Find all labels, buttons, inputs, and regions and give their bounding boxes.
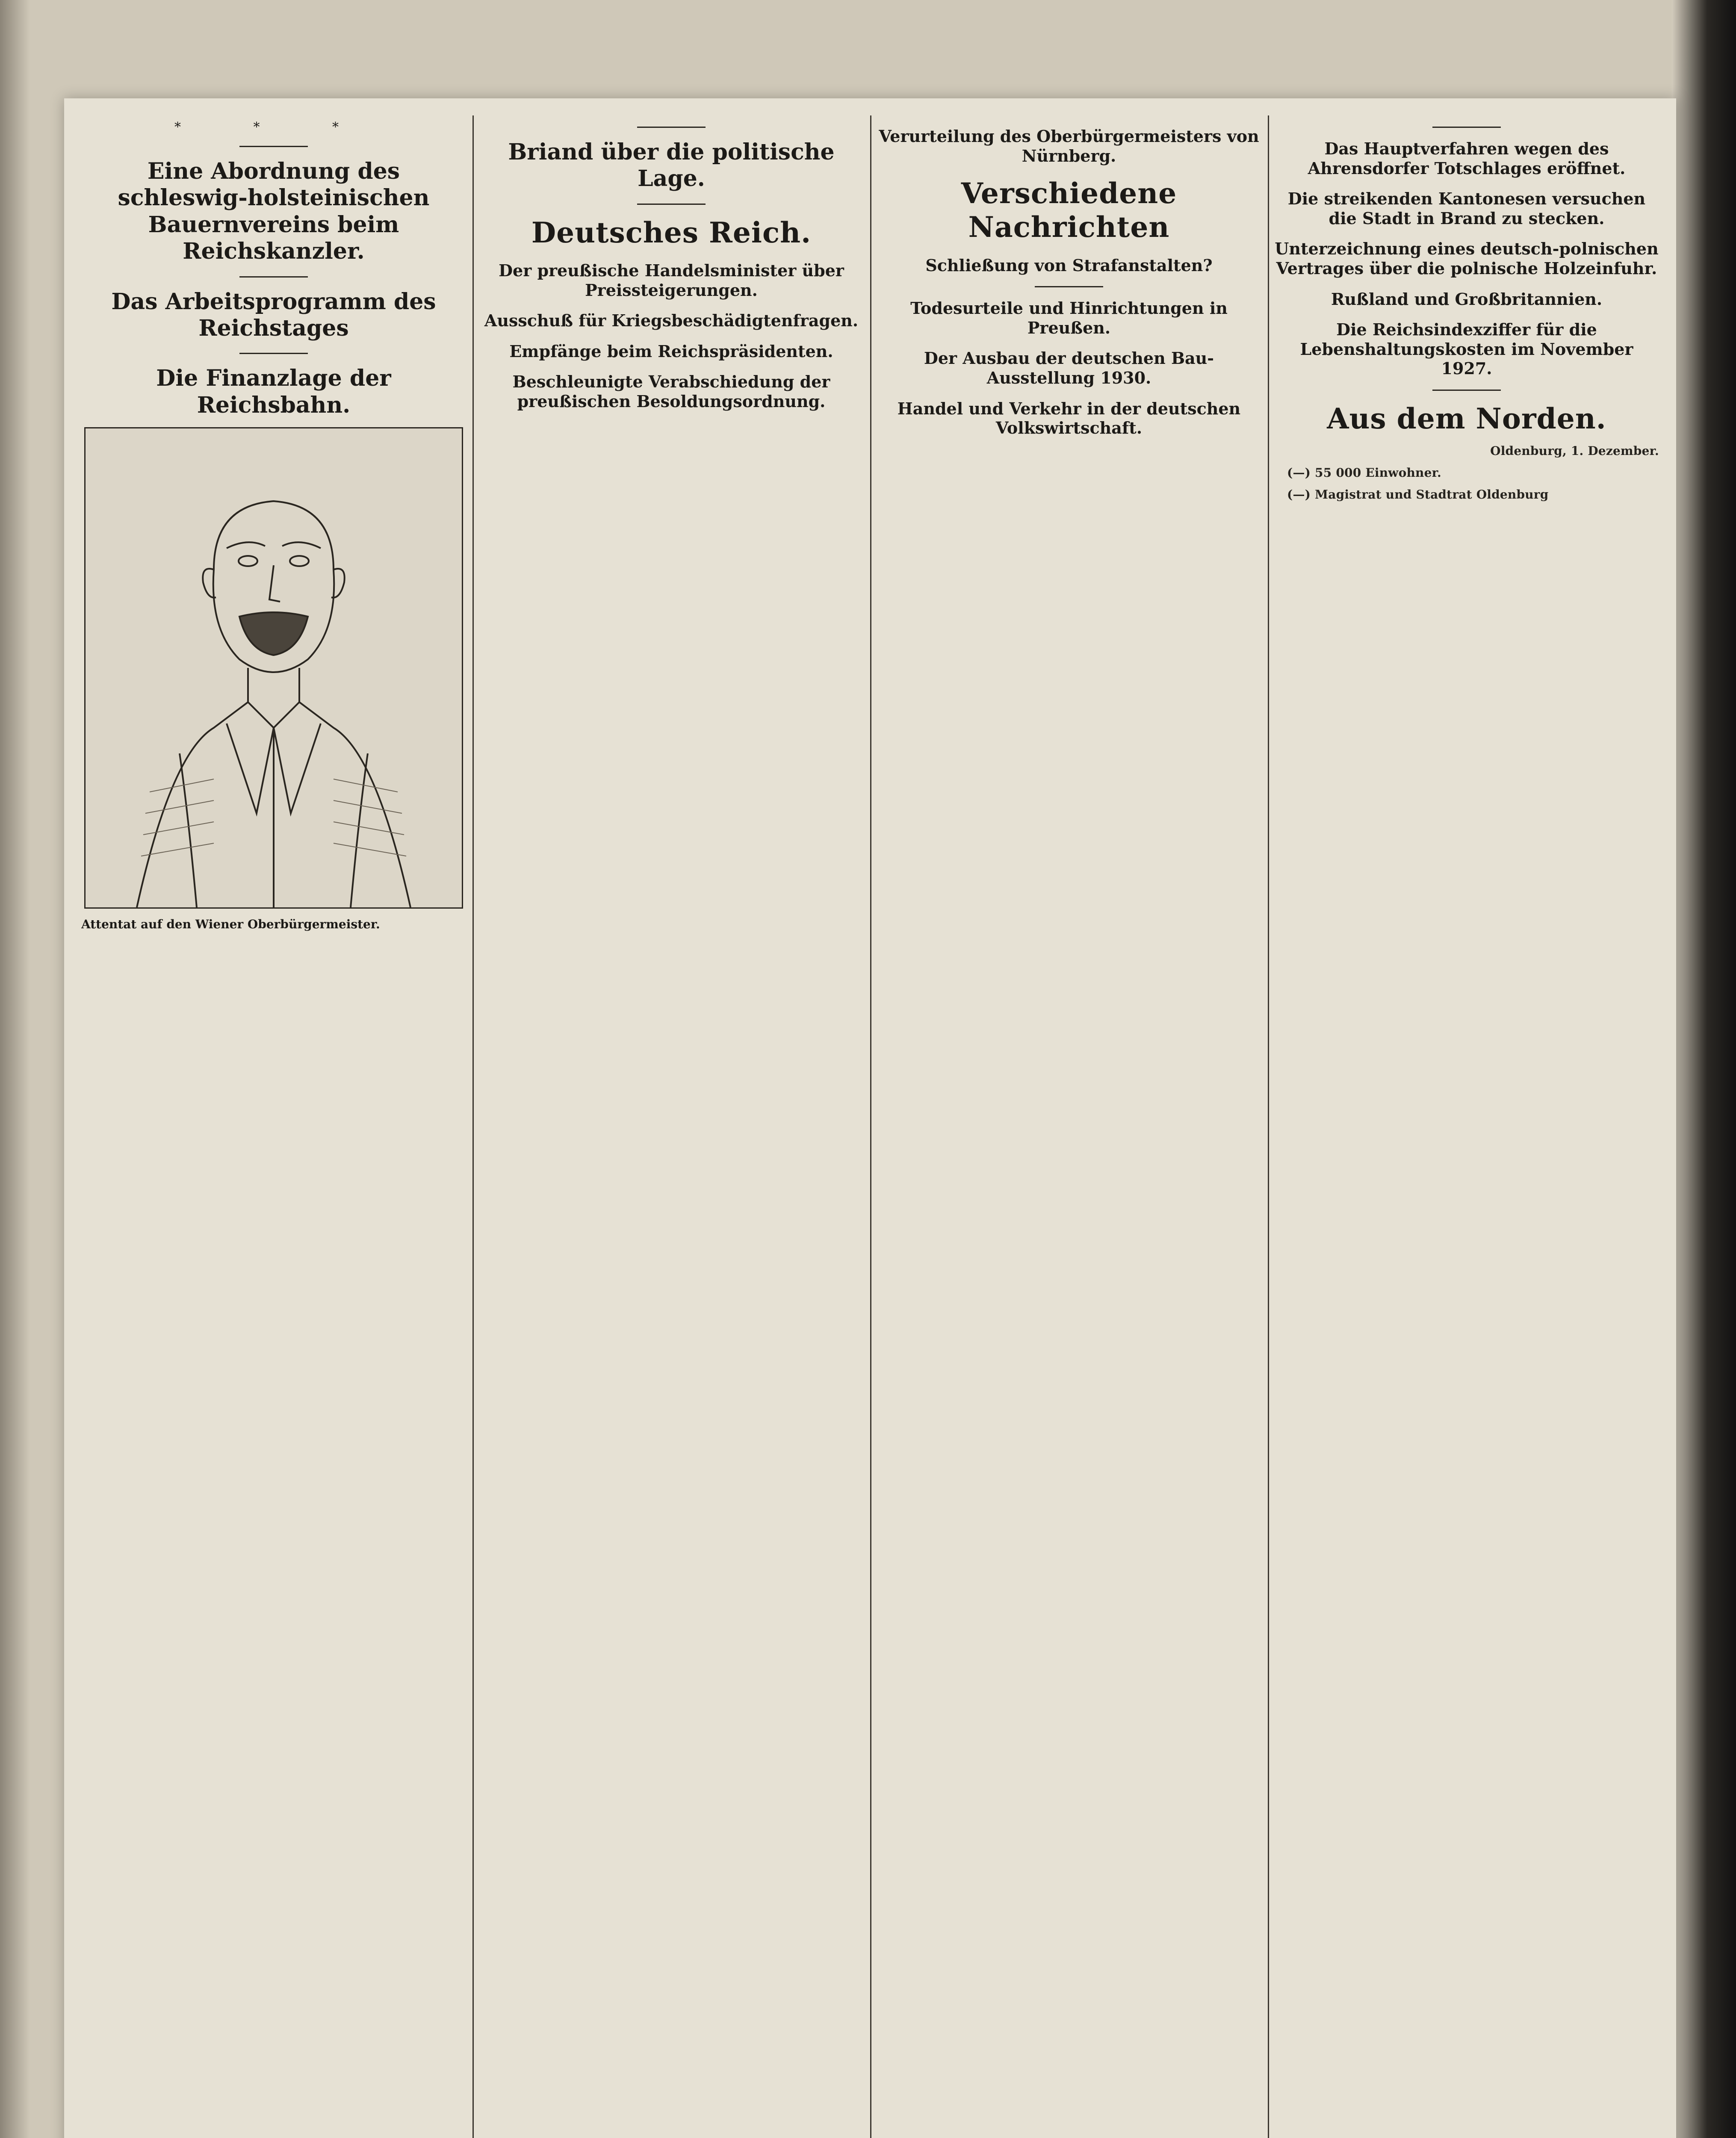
column-rule [870,115,871,2138]
headline-empfaenge: Empfänge beim Reichspräsidenten. [509,341,833,361]
headline-arbeitsprogramm: Das Arbeitsprogramm des Reichstages [111,288,436,341]
dateline-oldenburg: Oldenburg, 1. Dezember. [1490,444,1659,458]
column-rule [472,115,474,2138]
portrait-drawing [86,428,462,907]
section-stars: * * * [174,120,373,135]
headline-ausschuss-kriegsbeschaedigte: Ausschuß für Kriegsbeschädigtenfragen. [484,311,859,331]
separator [637,204,706,205]
lead-magistrat: (—) Magistrat und Stadtrat Oldenburg [1287,487,1549,502]
headline-kantonesen: Die streikenden Kantonesen versuchen die Stadt in Brand zu stecken. [1287,189,1646,228]
headline-finanzlage-reichsbahn: Die Finanzlage der Reichsbahn. [156,365,391,418]
headline-deutsches-reich: Deutsches Reich. [531,216,812,249]
column-2 [479,115,864,2138]
scan-right-edge [1672,0,1736,2138]
separator [637,127,706,128]
column-3 [877,115,1261,2138]
headline-abordnung: Eine Abordnung des schleswig-holsteinischen Bauernvereins beim Reichskanzler. [118,158,430,265]
headline-strafanstalten: Schließung von Strafanstalten? [925,255,1213,275]
separator [239,146,308,147]
separator [239,353,308,354]
scan-left-edge [0,0,30,2138]
column-1 [81,115,466,2138]
headline-besoldungsordnung: Beschleunigte Verabschiedung der preußischen Besoldungsordnung. [512,372,830,411]
separator [1035,286,1103,287]
separator [1432,127,1501,128]
headline-bauausstellung: Der Ausbau der deutschen Bau-Ausstellung 1930. [924,348,1214,387]
headline-verurteilung-nuernberg: Verurteilung des Oberbürgermeisters von Nürnberg. [879,127,1259,165]
separator [1432,390,1501,391]
headline-reichsindexziffer: Die Reichsindexziffer für die Lebenshaltungskosten im November 1927. [1300,320,1633,378]
headline-aus-dem-norden: Aus dem Norden. [1327,402,1606,435]
newspaper-page [64,98,1676,2138]
headline-verschiedene-nachrichten: Verschiedene Nachrichten [961,177,1177,244]
headline-todesurteile: Todesurteile und Hinrichtungen in Preußen. [910,298,1228,337]
lead-einwohner: (—) 55 000 Einwohner. [1287,466,1441,480]
caption-attentat: Attentat auf den Wiener Oberbürgermeister. [81,917,380,932]
headline-holzeinfuhr: Unterzeichnung eines deutsch-polnischen Vertrages über die polnische Holzeinfuhr. [1275,239,1659,278]
separator [239,276,308,278]
headline-handel-verkehr: Handel und Verkehr in der deutschen Volkswirtschaft. [897,399,1241,438]
column-4 [1274,115,1659,2138]
portrait-illustration [84,427,463,909]
column-rule [1268,115,1269,2138]
headline-briand: Briand über die politische Lage. [508,139,835,192]
headline-russland-grossbritannien: Rußland und Großbritannien. [1331,289,1603,309]
headline-handelsminister: Der preußische Handelsminister über Preissteigerungen. [499,260,844,300]
headline-ahrensdorf: Das Hauptverfahren wegen des Ahrensdorfer Totschlages eröffnet. [1308,139,1626,178]
